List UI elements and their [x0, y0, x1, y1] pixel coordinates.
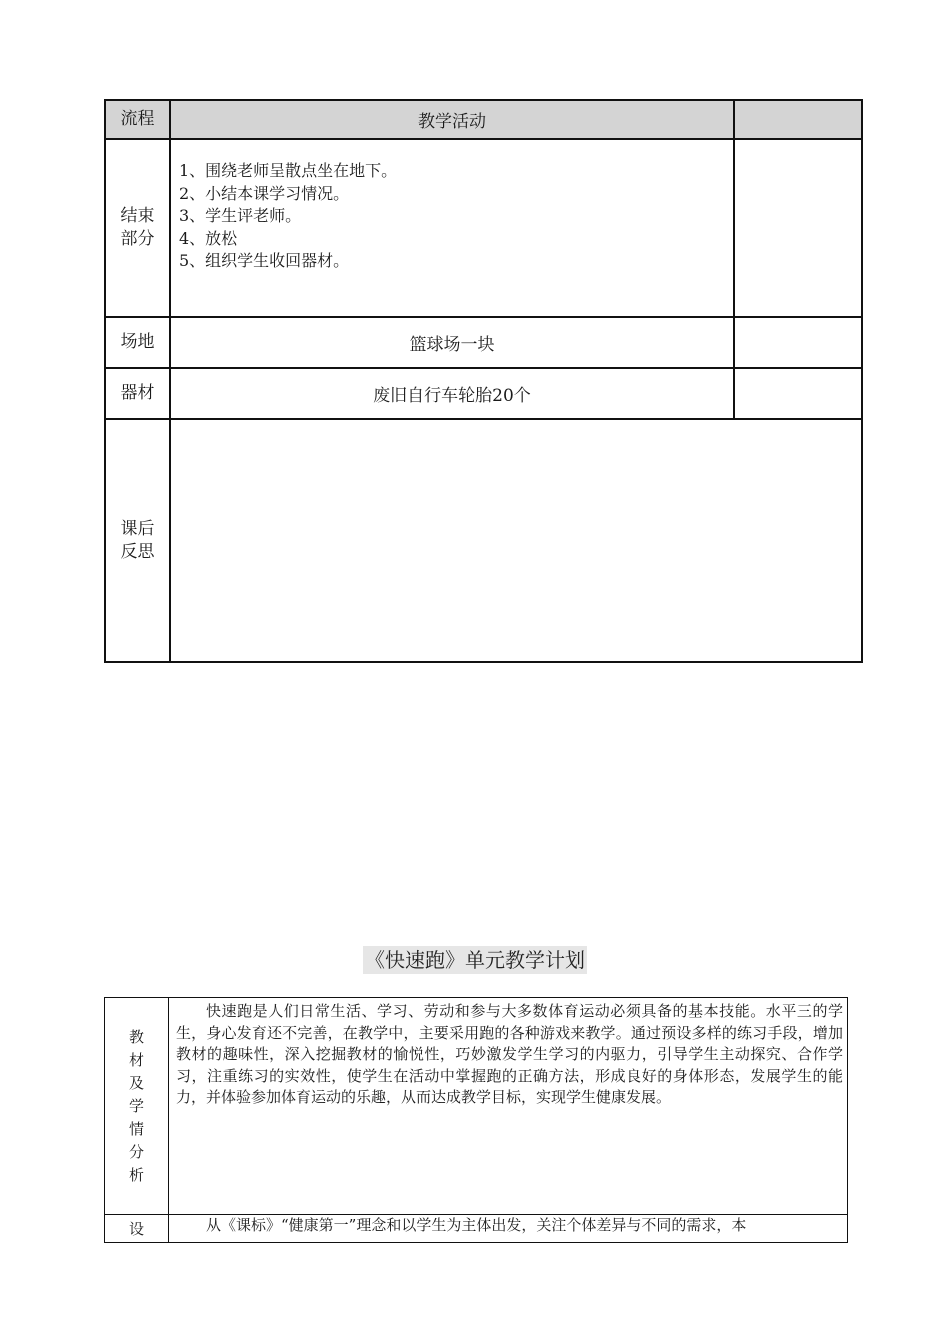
reflection-label — [105, 419, 170, 662]
lesson-table — [104, 99, 863, 663]
header-process: 流程 — [105, 100, 170, 139]
equipment-row — [105, 368, 862, 419]
reflection-label-line2: 反思 — [120, 541, 155, 562]
venue-extra — [734, 317, 862, 368]
venue-value: 篮球场一块 — [170, 317, 734, 368]
reflection-label-line1: 课后 — [120, 518, 155, 539]
design-row — [105, 1215, 848, 1243]
equipment-value: 废旧自行车轮胎20个 — [170, 368, 734, 419]
analysis-label-char: 教 — [128, 1027, 144, 1046]
closing-item: 4、放松 — [179, 228, 238, 248]
venue-row — [105, 317, 862, 368]
closing-label-line1: 结束 — [120, 206, 155, 226]
closing-item: 1、围绕老师呈散点坐在地下。 — [179, 161, 398, 180]
analysis-label-char: 学 — [128, 1096, 144, 1115]
closing-row — [105, 139, 862, 317]
closing-label — [105, 139, 170, 317]
header-activity: 教学活动 — [170, 100, 734, 139]
lesson-table-header — [105, 100, 862, 139]
header-extra — [734, 100, 862, 139]
equipment-label: 器材 — [105, 368, 170, 419]
closing-extra — [734, 139, 862, 317]
reflection-row — [105, 419, 862, 662]
unit-title: 《快速跑》单元教学计划 — [365, 948, 585, 972]
analysis-label-char: 分 — [128, 1142, 144, 1161]
reflection-value — [170, 419, 862, 662]
unit-title-wrap — [0, 946, 950, 974]
closing-item: 5、组织学生收回器材。 — [179, 251, 350, 270]
closing-activities — [170, 139, 734, 317]
closing-label-line2: 部分 — [120, 229, 155, 249]
analysis-label-char: 及 — [128, 1073, 144, 1092]
design-text: 从《课标》“健康第一”理念和以学生为主体出发，关注个体差异与不同的需求，本 — [169, 1215, 848, 1243]
venue-label: 场地 — [105, 317, 170, 368]
design-label: 设 — [105, 1215, 169, 1243]
analysis-label-char: 析 — [128, 1165, 144, 1184]
closing-item: 3、学生评老师。 — [179, 206, 302, 225]
closing-item: 2、小结本课学习情况。 — [179, 183, 350, 203]
equipment-extra — [734, 368, 862, 419]
analysis-label-char: 情 — [128, 1119, 144, 1138]
analysis-label — [105, 998, 169, 1215]
analysis-row — [105, 998, 848, 1215]
unit-plan-table — [104, 997, 848, 1243]
analysis-label-char: 材 — [128, 1050, 144, 1069]
analysis-text: 快速跑是人们日常生活、学习、劳动和参与大多数体育运动必须具备的基本技能。水平三的学生，身心发育还不完善，在教学中，主要采用跑的各种游戏来教学。通过预设多样的练习手段，增加教材的趣味性，深入挖掘教材的愉悦性，巧妙激发学生学习的内驱力，引导学生主动探究、合作学习，注重练习的实效性，使学生在活动中掌握跑的正确方法，形成良好的身体形态，发展学生的能力，并体验参加体育运动的乐趣，从而达成教学目标，实现学生健康发展。 — [169, 998, 848, 1215]
